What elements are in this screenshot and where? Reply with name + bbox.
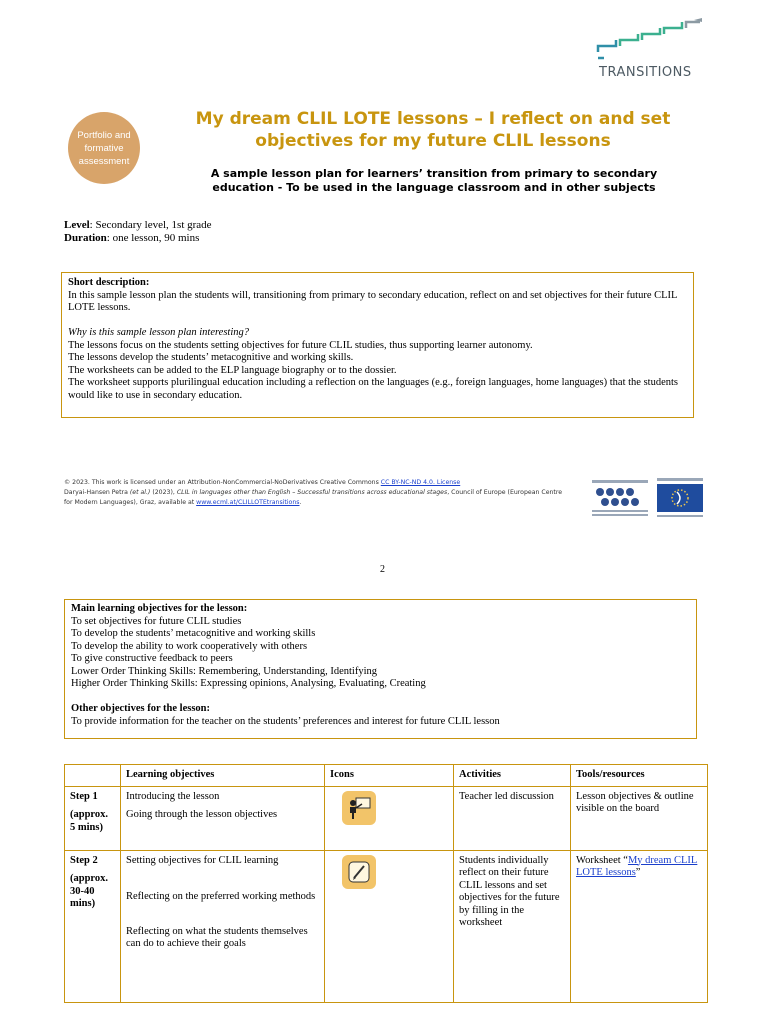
citation-year: (2023),: [150, 489, 177, 496]
portfolio-badge: [68, 112, 140, 184]
why-point: The worksheet supports plurilingual education including a reflection on the languages (e.g., foreign languages, home languages) that the students would like to use in secondary education.: [68, 377, 678, 401]
logo-text: TRANSITIONS: [599, 65, 692, 80]
duration-value: : one lesson, 90 mins: [106, 232, 200, 244]
page-subtitle: A sample lesson plan for learners’ transition from primary to secondary education - To be used in the language classroom and in other subjects: [210, 167, 658, 194]
license-text: © 2023. This work is licensed under an Attribution-NonCommercial-NoDerivatives Creative Commons: [64, 479, 381, 486]
objective-item: To develop the students’ metacognitive and working skills: [71, 628, 316, 639]
duration-line: [64, 232, 199, 245]
citation-link[interactable]: www.ecml.at/CLILLOTEtransitions: [196, 499, 300, 506]
worksheet-link[interactable]: My dream CLIL LOTE lessons: [576, 854, 698, 878]
license-footer: [64, 478, 564, 508]
citation-author: Daryai-Hansen Petra: [64, 489, 130, 496]
header-cell: Tools/resources: [571, 765, 708, 787]
license-link[interactable]: CC BY-NC-ND 4.0. License: [380, 479, 461, 486]
header-cell: Icons: [325, 765, 454, 787]
citation-etal: (et al.): [129, 489, 151, 496]
objective-line: Reflecting on what the students themselves can do to achieve their goals: [126, 925, 308, 949]
activities-cell: Teacher led discussion: [454, 786, 571, 850]
header-cell: Learning objectives: [121, 765, 325, 787]
level-line: [64, 219, 212, 232]
objectives-box: [64, 599, 697, 739]
short-description-box: [61, 272, 694, 418]
why-point: The worksheets can be added to the ELP language biography or to the dossier.: [68, 364, 397, 376]
activities-cell: Students individually reflect on their future CLIL lessons and set objectives for the future by filling in the worksheet: [454, 850, 571, 1002]
lesson-steps-table: [64, 764, 708, 1003]
objective-item: Lower Order Thinking Skills: Remembering, Understanding, Identifying: [71, 665, 378, 677]
objectives-cell: [121, 850, 325, 1002]
pencil-icon: [342, 855, 376, 889]
description-heading: Short description:: [68, 277, 150, 288]
level-value: : Secondary level, 1st grade: [89, 219, 212, 231]
icon-cell: [325, 850, 454, 1002]
tools-cell: Lesson objectives & outline visible on the board: [571, 786, 708, 850]
objective-line: Reflecting on the preferred working methods: [126, 891, 316, 902]
why-point: The lessons focus on the students setting objectives for future CLIL studies, thus supporting learner autonomy.: [68, 339, 533, 351]
description-text: In this sample lesson plan the students will, transitioning from primary to secondary education, reflect on and set objectives for their future CLIL LOTE lessons.: [68, 289, 678, 313]
table-row: [65, 786, 708, 850]
badge-text: Portfolio and formative assessment: [77, 129, 131, 167]
other-objective-item: To provide information for the teacher on the students’ preferences and interest for future CLIL lesson: [71, 715, 500, 727]
main-objectives-heading: Main learning objectives for the lesson:: [71, 603, 248, 614]
objective-item: Higher Order Thinking Skills: Expressing opinions, Analysing, Evaluating, Creating: [71, 678, 426, 689]
objective-line: Introducing the lesson: [126, 790, 220, 802]
objective-item: To give constructive feedback to peers: [71, 653, 233, 664]
objective-item: To develop the ability to work cooperatively with others: [71, 640, 308, 652]
why-point: The lessons develop the students’ metacognitive and working skills.: [68, 352, 354, 363]
citation-end: .: [299, 499, 302, 506]
why-heading: Why is this sample lesson plan interesting?: [68, 327, 250, 338]
tools-cell: [571, 850, 708, 1002]
tools-prefix: Worksheet “: [576, 854, 628, 866]
page-title: My dream CLIL LOTE lessons – I reflect on and set objectives for my future CLIL lessons: [195, 109, 671, 151]
tools-suffix: ”: [635, 867, 641, 878]
table-header-row: [65, 765, 708, 787]
step-label: Step 2: [70, 854, 98, 866]
level-label: Level: [64, 219, 90, 231]
table-row: [65, 850, 708, 1002]
council-of-europe-logo: [655, 478, 705, 520]
citation-title: CLIL in languages other than English – Successful transitions across educational stages: [176, 489, 448, 496]
header-cell: [65, 765, 121, 787]
ecml-logo: [590, 478, 650, 520]
duration-label: Duration: [64, 232, 107, 244]
teacher-presenting-icon: [342, 791, 376, 825]
objective-item: To set objectives for future CLIL studies: [71, 615, 242, 627]
header-cell: Activities: [454, 765, 571, 787]
objective-line: Setting objectives for CLIL learning: [126, 854, 279, 866]
icon-cell: [325, 786, 454, 850]
step-duration: (approx. 5 mins): [70, 809, 109, 833]
citation-publisher: , Council of Europe (European Centre for Modern Languages), Graz, available at: [64, 489, 563, 506]
step-label: Step 1: [70, 790, 98, 802]
other-objectives-heading: Other objectives for the lesson:: [71, 703, 211, 714]
page-number: 2: [380, 564, 385, 575]
step-cell: [65, 850, 121, 1002]
step-cell: [65, 786, 121, 850]
objective-line: Going through the lesson objectives: [126, 809, 278, 820]
objectives-cell: [121, 786, 325, 850]
step-duration: (approx. 30-40 mins): [70, 873, 109, 909]
